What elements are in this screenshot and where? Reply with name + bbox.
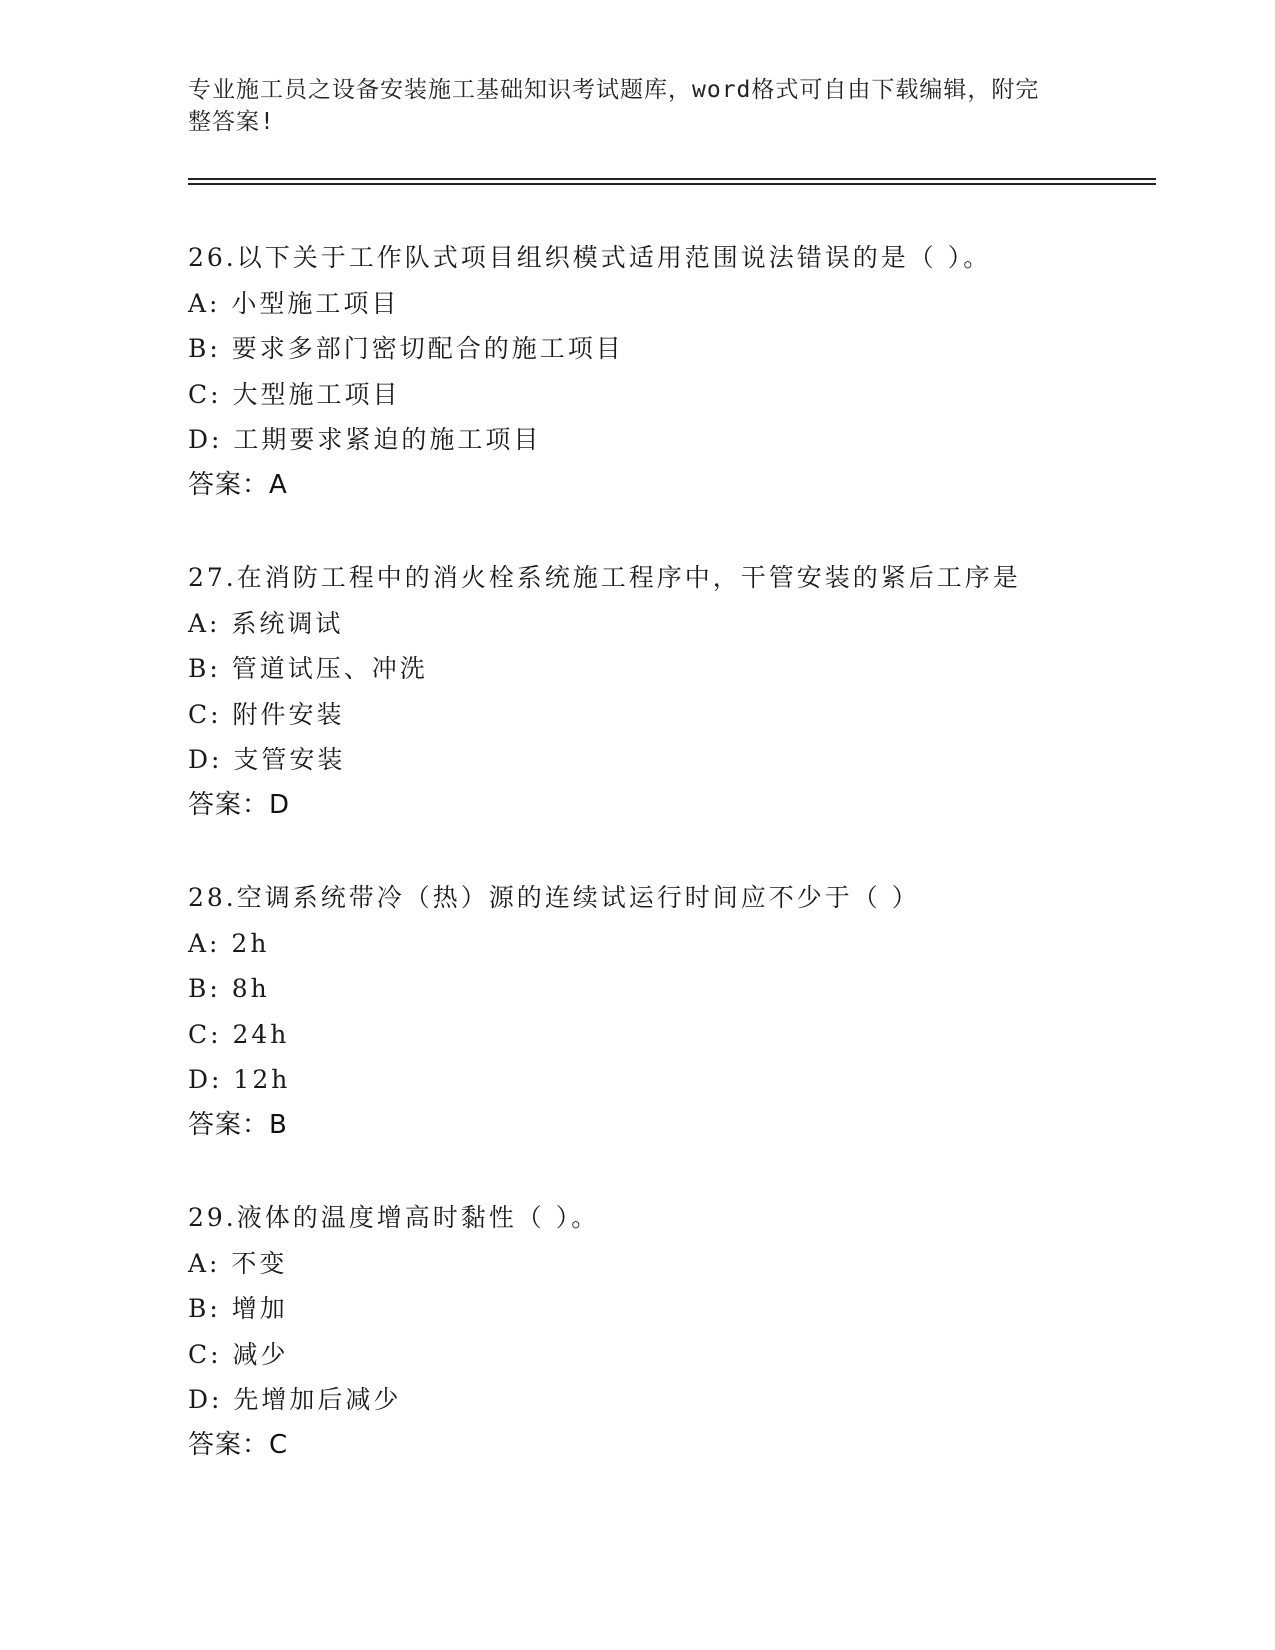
answer: 答案：C xyxy=(188,1429,289,1460)
question-list xyxy=(188,235,1156,1468)
question-stem: 29.液体的温度增高时黏性（ ）。 xyxy=(188,1203,600,1232)
option-c: C: 24h xyxy=(188,1019,290,1049)
header-line-2: 整答案! xyxy=(188,109,275,135)
option-d: D: 12h xyxy=(188,1065,291,1094)
question-26 xyxy=(188,235,1156,555)
question-spacer xyxy=(188,828,1156,875)
option-b: B: 管道试压、冲洗 xyxy=(188,654,428,683)
option-d: D: 先增加后减少 xyxy=(188,1385,402,1414)
option-b: B: 8h xyxy=(188,974,270,1003)
option-b: B: 增加 xyxy=(188,1294,288,1323)
question-spacer xyxy=(188,1148,1156,1195)
option-c: C: 大型施工项目 xyxy=(188,379,401,409)
option-c: C: 减少 xyxy=(188,1339,289,1369)
option-a: A: 2h xyxy=(188,928,270,958)
option-a: A: 小型施工项目 xyxy=(188,288,400,318)
document-header xyxy=(188,74,1068,138)
option-d: D: 支管安装 xyxy=(188,745,346,774)
answer: 答案：A xyxy=(188,469,288,500)
question-27 xyxy=(188,555,1156,875)
question-spacer xyxy=(188,508,1156,555)
question-stem: 26.以下关于工作队式项目组织模式适用范围说法错误的是（ ）。 xyxy=(188,243,992,272)
option-a: A: 系统调试 xyxy=(188,608,344,638)
answer: 答案：B xyxy=(188,1109,288,1140)
option-b: B: 要求多部门密切配合的施工项目 xyxy=(188,334,624,363)
question-28 xyxy=(188,875,1156,1195)
question-29 xyxy=(188,1195,1156,1468)
header-line-1: 专业施工员之设备安装施工基础知识考试题库，word格式可自由下载编辑，附完 xyxy=(188,77,1040,103)
header-divider-bottom xyxy=(188,183,1156,185)
question-stem: 27.在消防工程中的消火栓系统施工程序中，干管安装的紧后工序是 xyxy=(188,563,1021,592)
question-stem: 28.空调系统带冷（热）源的连续试运行时间应不少于（ ） xyxy=(188,883,920,912)
option-d: D: 工期要求紧迫的施工项目 xyxy=(188,425,542,454)
answer: 答案：D xyxy=(188,789,291,820)
header-divider-top xyxy=(188,178,1156,180)
option-c: C: 附件安装 xyxy=(188,699,345,729)
option-a: A: 不变 xyxy=(188,1248,288,1278)
